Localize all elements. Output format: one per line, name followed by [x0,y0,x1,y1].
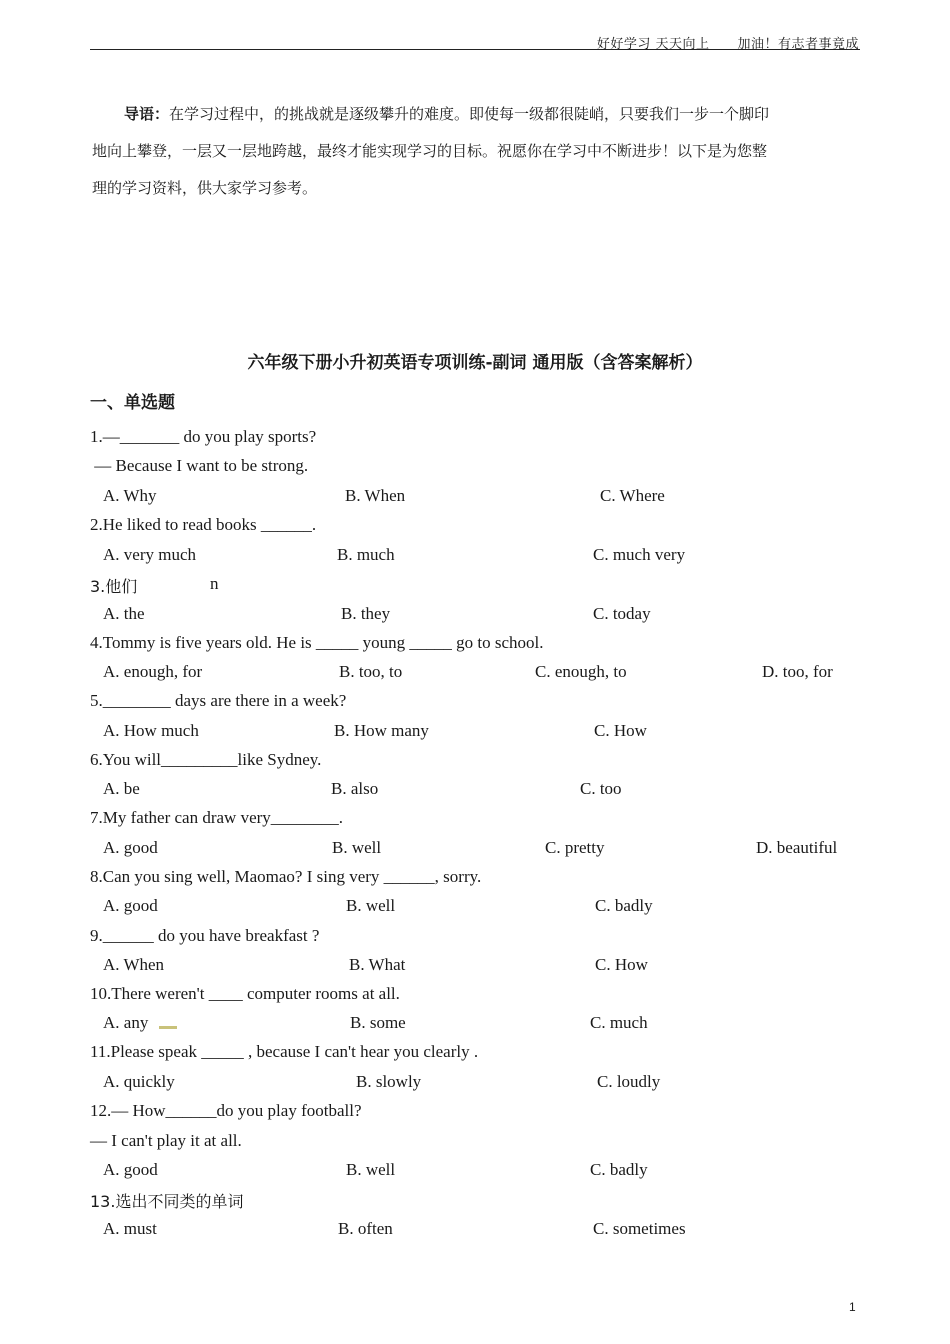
option-c: C. much very [593,545,686,564]
intro-label: 导语： [124,105,170,123]
page-number: 1 [849,1300,856,1314]
option-c: C. too [580,779,622,798]
option-b: B. often [338,1219,393,1238]
option-b: B. some [350,1013,406,1032]
document-title: 六年级下册小升初英语专项训练-副词 通用版（含答案解析） [247,353,703,373]
option-d: D. too, for [762,662,833,681]
option-c: C. today [593,604,651,623]
intro-text: 在学习过程中，的挑战就是逐级攀升的难度。即使每一级都很陡峭，只要我们一步一个脚印 [169,105,770,123]
intro-line [92,96,852,133]
question-text [90,1189,243,1212]
option-a: A. very much [103,545,197,564]
option-c: C. loudly [597,1072,661,1091]
highlight-mark [159,1026,177,1029]
question-stem: 13.选出不同类的单词 [90,1192,244,1211]
option-c: C. How [595,955,648,974]
option-b: B. much [337,545,395,564]
option-b: B. When [345,486,406,505]
option-b: B. well [346,1160,396,1179]
option-a: A. quickly [103,1072,175,1091]
header-right-motto: 加油！有志者事竟成 [737,37,859,52]
option-c: C. sometimes [593,1219,686,1238]
option-a: A. must [103,1219,157,1238]
question-text: 12.— How______do you play football? [90,1101,362,1120]
option-c: C. badly [590,1160,648,1179]
option-a: A. the [103,604,145,623]
question-fragment: n [210,574,219,593]
header-left-motto: 好好学习 天天向上 [596,37,710,52]
option-c: C. How [594,721,647,740]
question-stem: 3.他们 [90,577,138,596]
option-a: A. When [103,955,165,974]
option-b: B. well [332,838,382,857]
option-d: D. beautiful [756,838,838,857]
question-text: 4.Tommy is five years old. He is _____ young _____ go to school. [90,633,544,652]
question-text: 10.There weren't ____ computer rooms at all. [90,984,400,1003]
option-b: B. too, to [339,662,403,681]
option-c: C. pretty [545,838,605,857]
option-b: B. How many [334,721,429,740]
option-b: B. What [349,955,406,974]
option-c: C. much [590,1013,648,1032]
option-c: C. Where [600,486,665,505]
question-text: 1.—_______ do you play sports? [90,427,317,446]
option-a: A. How much [103,721,199,740]
section-heading: 一、单选题 [90,393,175,413]
question-text: 6.You will_________like Sydney. [90,750,322,769]
option-a: A. good [103,838,158,857]
question-text: 11.Please speak _____ , because I can't hear you clearly . [90,1042,479,1061]
option-b: B. they [341,604,391,623]
intro-line: 地向上攀登，一层又一层地跨越，最终才能实现学习的目标。祝愿你在学习中不断进步！以下是为您整 [92,142,768,160]
question-text: 5.________ days are there in a week? [90,691,347,710]
intro-line: 理的学习资料，供大家学习参考。 [92,179,318,197]
header-divider [90,49,860,50]
question-text: — Because I want to be strong. [90,456,309,475]
question-text: 7.My father can draw very________. [90,808,344,827]
option-a: A. enough, for [103,662,203,681]
option-b: B. well [346,896,396,915]
option-c: C. enough, to [535,662,627,681]
option-c: C. badly [595,896,653,915]
option-a: A. good [103,896,158,915]
question-text: 8.Can you sing well, Maomao? I sing very ______, sorry. [90,867,482,886]
question-text: 2.He liked to read books ______. [90,515,317,534]
question-text [90,574,137,597]
option-a: A. any [103,1013,149,1032]
intro-paragraph [92,96,852,207]
option-a: A. good [103,1160,158,1179]
option-a: A. be [103,779,140,798]
option-a: A. Why [103,486,157,505]
question-text: 9.______ do you have breakfast ? [90,926,320,945]
option-b: B. slowly [356,1072,422,1091]
option-b: B. also [331,779,379,798]
question-text: — I can't play it at all. [90,1131,242,1150]
